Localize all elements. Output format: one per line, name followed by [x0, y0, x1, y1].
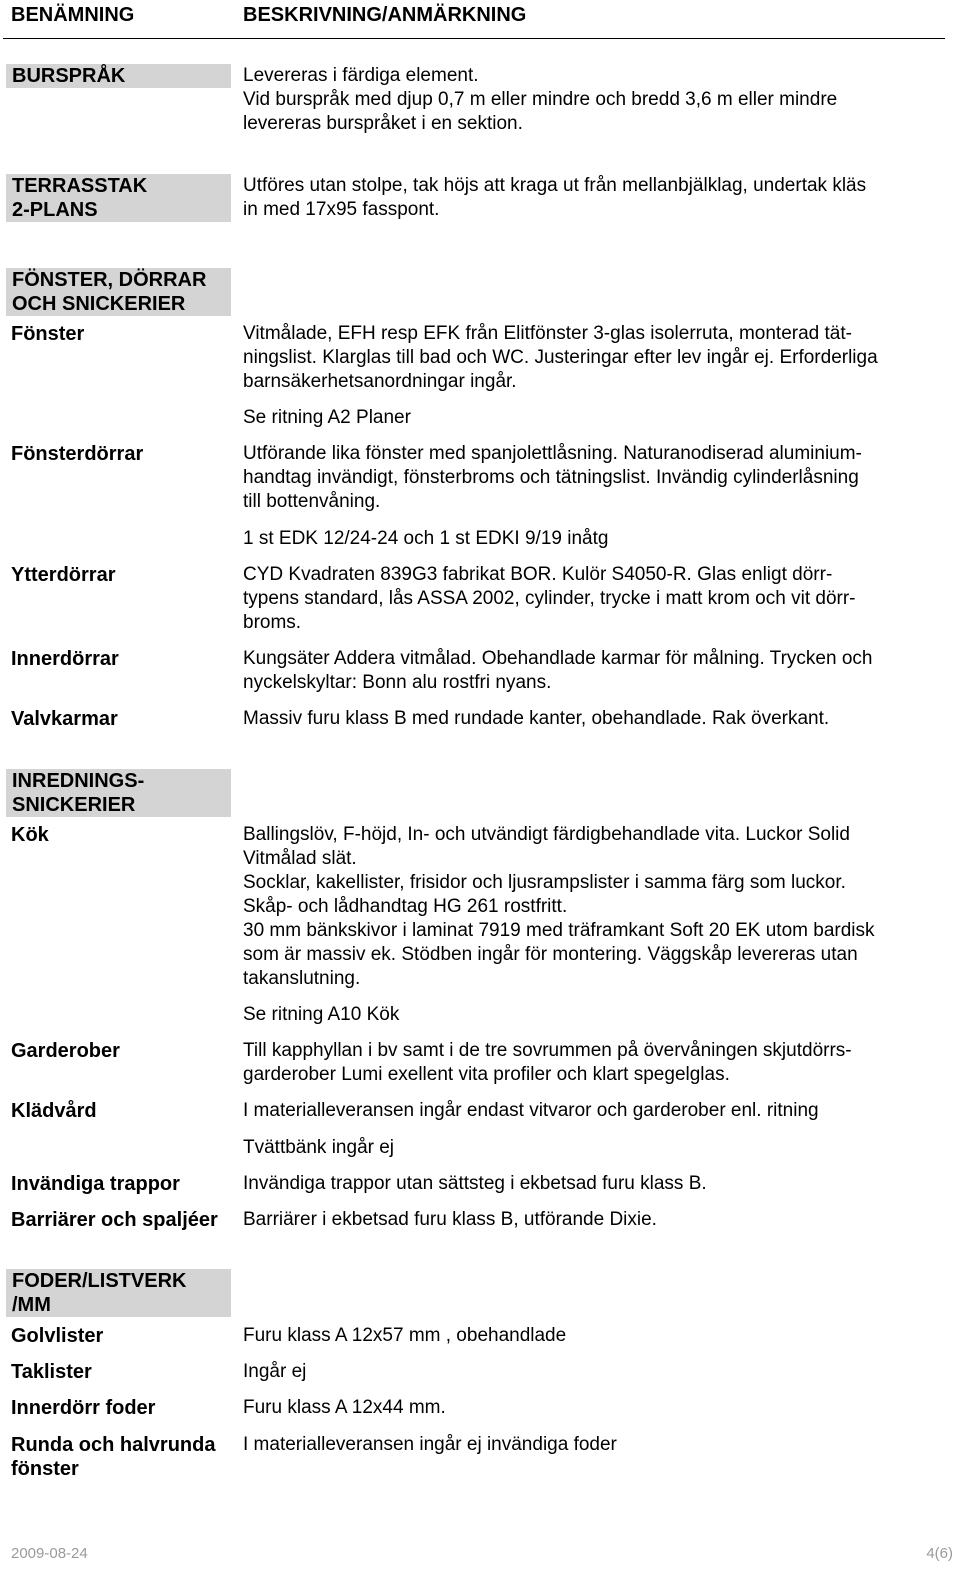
- row-label-golvlister: Golvlister: [11, 1325, 104, 1347]
- row-text-barriarer: [243, 1208, 953, 1232]
- text-line: Socklar, kakellister, frisidor och ljusrampslister i samma färg som luckor.: [243, 872, 846, 893]
- footer-date: 2009-08-24: [11, 1545, 88, 1562]
- section-title-inredning: [6, 769, 231, 817]
- text-line: 30 mm bänkskivor i laminat 7919 med träframkant Soft 20 EK utom bardisk: [243, 920, 875, 941]
- row-text-invandiga-trappor: [243, 1172, 953, 1196]
- row-text-fonster: [243, 322, 953, 394]
- title-line: /MM: [12, 1294, 51, 1316]
- row-note-kladvard: Tvättbänk ingår ej: [243, 1137, 395, 1158]
- row-label-garderober: Garderober: [11, 1040, 120, 1062]
- text-line: Furu klass A 12x57 mm , obehandlade: [243, 1325, 567, 1346]
- row-label-innerdorrar: Innerdörrar: [11, 648, 119, 670]
- bursprak-description: [243, 64, 953, 136]
- text-line: typens standard, lås ASSA 2002, cylinder, trycke i matt krom och vit dörr-: [243, 588, 856, 609]
- row-text-garderober: [243, 1039, 953, 1087]
- row-text-golvlister: [243, 1324, 953, 1348]
- row-note-fonsterdorrar: 1 st EDK 12/24-24 och 1 st EDKI 9/19 inåtg: [243, 528, 609, 549]
- header-divider: [3, 38, 945, 39]
- text-line: handtag invändigt, fönsterbroms och tätningslist. Invändig cylinderlåsning: [243, 467, 859, 488]
- footer-page-number: 4(6): [926, 1545, 953, 1562]
- row-note-fonster: Se ritning A2 Planer: [243, 407, 411, 428]
- text-line: Utförande lika fönster med spanjolettlåsning. Naturanodiserad aluminium-: [243, 443, 862, 464]
- row-label-ytterdorrar: Ytterdörrar: [11, 564, 116, 586]
- title-line: 2-PLANS: [12, 199, 98, 221]
- row-text-innerdorr-foder: [243, 1396, 953, 1420]
- title-line: OCH SNICKERIER: [12, 293, 186, 315]
- text-line: levereras burspråket i en sektion.: [243, 113, 523, 134]
- text-line: Vid burspråk med djup 0,7 m eller mindre och bredd 3,6 m eller mindre: [243, 89, 838, 110]
- title-line: FÖNSTER, DÖRRAR: [12, 269, 207, 291]
- text-line: Furu klass A 12x44 mm.: [243, 1397, 446, 1418]
- label-line: fönster: [11, 1458, 79, 1480]
- text-line: Skåp- och lådhandtag HG 261 rostfritt.: [243, 896, 568, 917]
- text-line: som är massiv ek. Stödben ingår för montering. Väggskåp levereras utan: [243, 944, 858, 965]
- text-line: Ballingslöv, F-höjd, In- och utvändigt färdigbehandlade vita. Luckor Solid: [243, 824, 850, 845]
- section-title-terrasstak: [6, 174, 231, 222]
- row-label-kladvard: Klädvård: [11, 1100, 97, 1122]
- row-text-valvkarmar: [243, 707, 953, 731]
- row-label-invandiga-trappor: Invändiga trappor: [11, 1173, 180, 1195]
- row-label-taklister: Taklister: [11, 1361, 92, 1383]
- text-line: Invändiga trappor utan sättsteg i ekbetsad furu klass B.: [243, 1173, 707, 1194]
- row-note-kok: Se ritning A10 Kök: [243, 1004, 400, 1025]
- text-line: Till kapphyllan i bv samt i de tre sovrummen på övervåningen skjutdörrs-: [243, 1040, 852, 1061]
- text-line: in med 17x95 fasspont.: [243, 199, 440, 220]
- title-line: FODER/LISTVERK: [12, 1270, 187, 1292]
- row-text-ytterdorrar: [243, 563, 953, 635]
- text-line: till bottenvåning.: [243, 491, 381, 512]
- text-line: I materialleveransen ingår ej invändiga foder: [243, 1434, 617, 1455]
- column-header-description: BESKRIVNING/ANMÄRKNING: [243, 4, 527, 26]
- row-label-runda-fonster: [11, 1433, 236, 1481]
- text-line: broms.: [243, 612, 302, 633]
- row-text-runda-fonster: [243, 1433, 953, 1457]
- text-line: Vitmålad slät.: [243, 848, 357, 869]
- label-line: Runda och halvrunda: [11, 1434, 216, 1456]
- text-line: nyckelskyltar: Bonn alu rostfri nyans.: [243, 672, 552, 693]
- row-text-kok: [243, 823, 953, 991]
- section-title-foder: [6, 1269, 231, 1317]
- row-text-innerdorrar: [243, 647, 953, 695]
- row-label-fonster: Fönster: [11, 323, 85, 345]
- text-line: takanslutning.: [243, 968, 361, 989]
- title-line: SNICKERIER: [12, 794, 136, 816]
- row-text-kladvard: [243, 1099, 953, 1123]
- table-header: [0, 0, 960, 44]
- column-header-name: BENÄMNING: [11, 4, 135, 26]
- text-line: I materialleveransen ingår endast vitvaror och garderober enl. ritning: [243, 1100, 819, 1121]
- text-line: ningslist. Klarglas till bad och WC. Justeringar efter lev ingår ej. Erforderliga: [243, 347, 878, 368]
- row-label-kok: Kök: [11, 824, 49, 846]
- text-line: Massiv furu klass B med rundade kanter, obehandlade. Rak överkant.: [243, 708, 830, 729]
- text-line: Utföres utan stolpe, tak höjs att kraga ut från mellanbjälklag, undertak kläs: [243, 175, 867, 196]
- text-line: Ingår ej: [243, 1361, 307, 1382]
- section-title-fonster-dorrar: [6, 268, 231, 316]
- section-title-bursprak: BURSPRÅK: [6, 64, 231, 88]
- row-label-fonsterdorrar: Fönsterdörrar: [11, 443, 144, 465]
- terrasstak-description: [243, 174, 953, 222]
- row-label-barriarer: Barriärer och spaljéer: [11, 1209, 218, 1231]
- text-line: Barriärer i ekbetsad furu klass B, utförande Dixie.: [243, 1209, 657, 1230]
- text-line: barnsäkerhetsanordningar ingår.: [243, 371, 517, 392]
- text-line: Vitmålade, EFH resp EFK från Elitfönster 3-glas isolerruta, monterad tät-: [243, 323, 852, 344]
- text-line: garderober Lumi exellent vita profiler och klart spegelglas.: [243, 1064, 730, 1085]
- title-line: TERRASSTAK: [12, 175, 148, 197]
- text-line: CYD Kvadraten 839G3 fabrikat BOR. Kulör S4050-R. Glas enligt dörr-: [243, 564, 833, 585]
- row-text-taklister: [243, 1360, 953, 1384]
- title-line: INREDNINGS-: [12, 770, 145, 792]
- row-label-innerdorr-foder: Innerdörr foder: [11, 1397, 156, 1419]
- row-text-fonsterdorrar: [243, 442, 953, 514]
- text-line: Kungsäter Addera vitmålad. Obehandlade karmar för målning. Trycken och: [243, 648, 873, 669]
- text-line: Levereras i färdiga element.: [243, 65, 479, 86]
- row-label-valvkarmar: Valvkarmar: [11, 708, 118, 730]
